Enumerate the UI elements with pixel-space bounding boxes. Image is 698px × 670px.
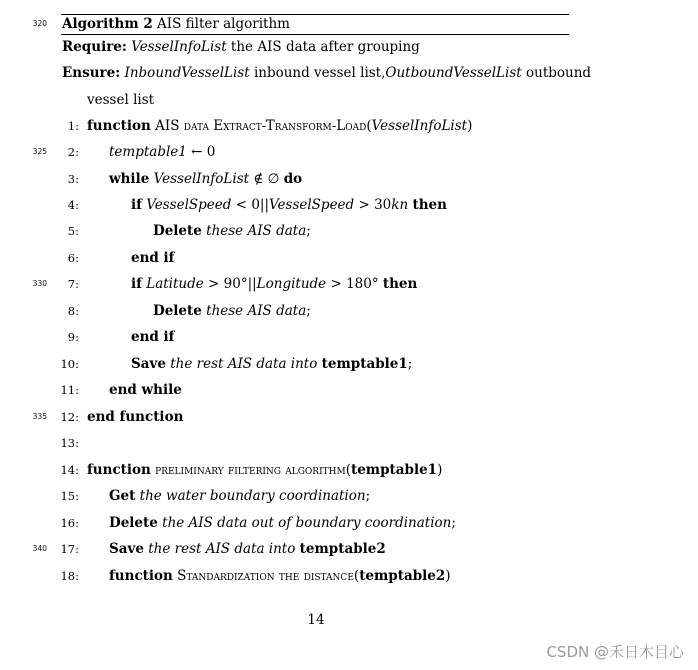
step-number: 14: xyxy=(60,463,79,477)
code-text: > 90°|| xyxy=(203,276,257,292)
keyword: end function xyxy=(87,409,184,425)
step-number: 10: xyxy=(60,357,79,371)
step-code xyxy=(153,300,311,322)
step-code xyxy=(87,115,472,137)
code-text: > 30 xyxy=(354,197,392,213)
algorithm-line xyxy=(0,300,698,322)
step-code xyxy=(109,512,456,534)
step-code xyxy=(131,194,447,216)
math-text: the rest AIS data into xyxy=(148,541,296,557)
keyword: Save xyxy=(131,356,166,372)
step-number: 3: xyxy=(67,172,79,186)
algorithm-line xyxy=(0,485,698,507)
keyword: Delete xyxy=(153,303,202,319)
algorithm-line xyxy=(0,115,698,137)
keyword: if xyxy=(131,197,142,213)
step-number: 5: xyxy=(67,224,79,238)
code-text: ; xyxy=(306,223,311,239)
algorithm-title: AIS filter algorithm xyxy=(157,16,290,32)
algorithm-line xyxy=(0,565,698,587)
ensure-var-outbound: OutboundVesselList xyxy=(385,65,522,81)
keyword: temptable1 xyxy=(350,462,438,478)
keyword: function xyxy=(87,462,151,478)
code-text: ) xyxy=(445,568,451,584)
margin-line-number-text: 320 xyxy=(32,19,47,28)
keyword: temptable2 xyxy=(359,568,446,584)
code-text: ; xyxy=(451,515,456,531)
keyword: Delete xyxy=(109,515,158,531)
keyword: Save xyxy=(109,541,144,557)
code-text: < 0|| xyxy=(231,197,270,213)
step-number: 9: xyxy=(67,330,79,344)
algorithm-line xyxy=(0,247,698,269)
margin-line-number xyxy=(0,13,698,35)
math-text: Longitude xyxy=(256,276,327,292)
code-text: ; xyxy=(365,488,371,504)
page-number: 14 xyxy=(307,612,325,628)
algorithm-line xyxy=(0,379,698,401)
require-line xyxy=(0,36,698,58)
step-code xyxy=(87,406,183,428)
ensure-var-inbound: InboundVesselList xyxy=(124,65,250,81)
step-code xyxy=(109,379,182,401)
code-text: ( xyxy=(345,462,351,478)
math-text: kn xyxy=(391,197,409,213)
math-text: Latitude xyxy=(146,276,204,292)
keyword: function xyxy=(109,568,173,584)
keyword: do xyxy=(283,171,303,187)
keyword: function xyxy=(87,118,151,134)
math-text: these AIS data xyxy=(206,223,307,239)
step-code xyxy=(131,326,174,348)
ensure-continuation xyxy=(0,89,698,111)
step-number: 6: xyxy=(67,251,79,265)
step-code xyxy=(131,247,174,269)
step-number: 13: xyxy=(60,436,79,450)
keyword: temptable2 xyxy=(299,541,386,557)
margin-line-number: 325 xyxy=(32,147,47,156)
math-text: VesselSpeed xyxy=(269,197,355,213)
step-code xyxy=(109,485,370,507)
keyword: end while xyxy=(109,382,182,398)
step-number: 16: xyxy=(60,516,79,530)
algorithm-line xyxy=(0,406,698,428)
math-text: these AIS data xyxy=(206,303,307,319)
step-number: 11: xyxy=(60,383,79,397)
keyword: end if xyxy=(131,329,175,345)
algorithm-label: Algorithm 2 xyxy=(62,16,153,32)
step-code xyxy=(131,353,412,375)
step-code xyxy=(109,141,215,163)
keyword: end if xyxy=(131,250,175,266)
algorithm-line xyxy=(0,538,698,560)
math-text: the water boundary coordination xyxy=(139,488,366,504)
code-text: ( xyxy=(366,118,372,134)
ensure-text-outbound: outbound xyxy=(521,65,592,81)
code-text: > 180° xyxy=(326,276,383,292)
code-text: ) xyxy=(467,118,473,134)
algorithm-line xyxy=(0,168,698,190)
math-text: VesselSpeed xyxy=(146,197,232,213)
keyword: temptable1 xyxy=(321,356,408,372)
math-text: the rest AIS data into xyxy=(170,356,318,372)
ensure-text-inbound: inbound vessel list, xyxy=(249,65,386,81)
function-name: data Extract-Transform-Load xyxy=(183,118,367,134)
code-text: ) xyxy=(437,462,443,478)
keyword: if xyxy=(131,276,142,292)
keyword: Get xyxy=(109,488,136,504)
step-number: 8: xyxy=(67,304,79,318)
code-text: ; xyxy=(306,303,311,319)
csdn-watermark: CSDN @禾日木目心 xyxy=(546,643,684,661)
algorithm-line xyxy=(0,353,698,375)
algorithm-line xyxy=(0,220,698,242)
step-number: 4: xyxy=(67,198,79,212)
step-code xyxy=(87,459,442,481)
step-code xyxy=(109,168,302,190)
require-label: Require: xyxy=(62,39,127,55)
step-code xyxy=(109,538,386,560)
algorithm-line xyxy=(0,273,698,295)
algorithm-line xyxy=(0,326,698,348)
require-var: VesselInfoList xyxy=(131,39,227,55)
margin-line-number: 335 xyxy=(32,412,47,421)
keyword: while xyxy=(109,171,150,187)
algorithm-line xyxy=(0,512,698,534)
step-number: 17: xyxy=(60,542,79,556)
math-text: the AIS data out of boundary coordination xyxy=(162,515,452,531)
ensure-line xyxy=(0,62,698,84)
math-text: temptable1 xyxy=(109,144,187,160)
keyword: then xyxy=(382,276,418,292)
step-number: 1: xyxy=(67,119,79,133)
keyword: then xyxy=(412,197,447,213)
step-number: 2: xyxy=(67,145,79,159)
math-text: VesselInfoList xyxy=(371,118,468,134)
math-text: VesselInfoList xyxy=(153,171,250,187)
ensure-label: Ensure: xyxy=(62,65,121,81)
code-text: ( xyxy=(353,568,360,584)
step-code xyxy=(153,220,311,242)
step-number: 18: xyxy=(60,569,79,583)
function-name: Standardization the distance xyxy=(177,568,354,584)
require-text: the AIS data after grouping xyxy=(226,39,420,55)
keyword: Delete xyxy=(153,223,202,239)
algorithm-line xyxy=(0,194,698,216)
code-text: AIS xyxy=(150,118,184,134)
algorithm-line xyxy=(0,459,698,481)
margin-line-number: 340 xyxy=(32,544,47,553)
step-number: 15: xyxy=(60,489,79,503)
function-name: preliminary filtering algorithm xyxy=(155,462,346,478)
step-number: 7: xyxy=(67,277,79,291)
algorithm-line xyxy=(0,432,698,454)
algorithm-line xyxy=(0,141,698,163)
step-code xyxy=(109,565,451,587)
step-number: 12: xyxy=(60,410,79,424)
code-text: ; xyxy=(407,356,413,372)
code-text: ← 0 xyxy=(186,144,216,160)
margin-line-number: 330 xyxy=(32,279,47,288)
code-text: ∉ ∅ xyxy=(249,171,284,187)
ensure-cont-text: vessel list xyxy=(87,92,155,108)
step-code xyxy=(131,273,417,295)
